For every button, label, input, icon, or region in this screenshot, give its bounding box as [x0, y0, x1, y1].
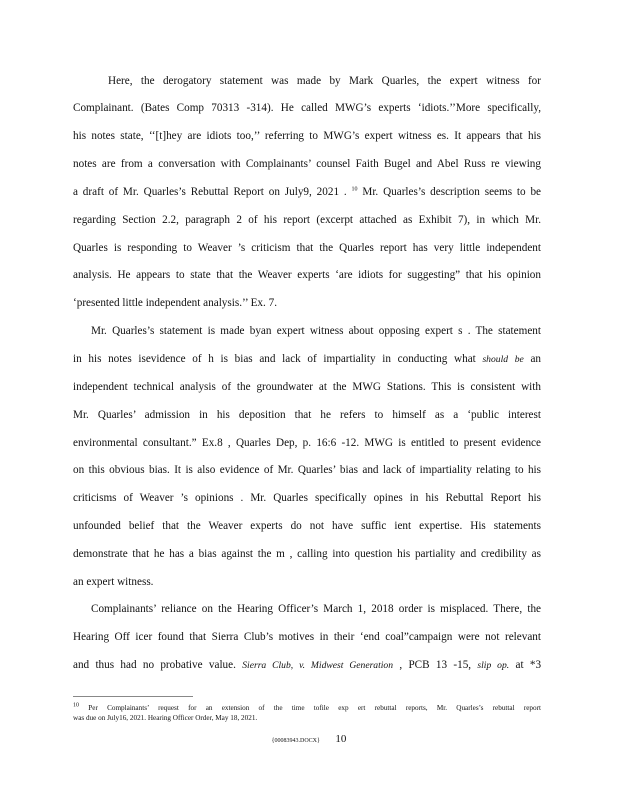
body-line: Complainant. (Bates Comp 70313 -314). He called MWG’s experts ‘idiots.’’More specifically,: [73, 102, 541, 114]
case-citation: slip op.: [477, 660, 510, 671]
emphasis-text: be: [514, 354, 524, 365]
body-text: an: [530, 353, 542, 365]
body-line: Here, the derogatory statement was made by Mark Quarles, the expert witness for: [108, 75, 541, 87]
body-text: at *3: [515, 659, 542, 671]
body-line: on this obvious bias. It is also evidence of Mr. Quarles’ bias and lack of impartiality relating to his: [73, 464, 541, 476]
body-line: Mr. Quarles’s statement is made byan expert witness about opposing expert s . The statement: [91, 325, 541, 337]
footnote-line: [73, 703, 541, 713]
emphasis-text: should: [482, 354, 509, 365]
case-citation: Sierra Club, v. Midwest Generation: [242, 660, 394, 671]
body-line: [73, 352, 541, 367]
body-line: an expert witness.: [73, 576, 154, 588]
document-id: {00083943.DOCX}: [271, 738, 320, 744]
body-text: and thus had no probative value.: [73, 659, 236, 671]
page-footer: [0, 733, 618, 745]
footnote-text: Per Complainants’ request for an extension of the time tofile exp ert rebuttal reports, Mr. Quarles’s rebuttal report: [88, 704, 542, 712]
body-line: analysis. He appears to state that the Weaver experts ‘are idiots for suggesting” that his opinion: [73, 269, 541, 281]
body-line: Mr. Quarles’ admission in his deposition that he refers to himself as a ‘public interest: [73, 409, 541, 421]
footnote-line: was due on July16, 2021. Hearing Officer Order, May 18, 2021.: [73, 714, 258, 722]
body-line: unfounded belief that the Weaver experts do not have suffic ient expertise. His statements: [73, 520, 541, 532]
body-line: ‘presented little independent analysis.’’ Ex. 7.: [73, 297, 278, 309]
footnote-reference: 10: [351, 186, 358, 193]
body-line: notes are from a conversation with Complainants’ counsel Faith Bugel and Abel Russ re viewing: [73, 158, 541, 170]
body-text: , PCB 13 -15,: [399, 659, 472, 671]
body-line: [73, 658, 541, 673]
footnote-number: 10: [73, 702, 79, 709]
body-line: [73, 185, 541, 199]
body-text: a draft of Mr. Quarles’s Rebuttal Report on July9, 2021 .: [73, 186, 347, 198]
page-number: 10: [335, 733, 347, 745]
footnote-divider: [73, 696, 193, 697]
body-line: regarding Section 2.2, paragraph 2 of his report (excerpt attached as Exhibit 7), in which Mr.: [73, 214, 541, 226]
body-line: Quarles is responding to Weaver ’s criticism that the Quarles report has very little independent: [73, 242, 541, 254]
body-line: Hearing Off icer found that Sierra Club’s motives in their ‘end coal”campaign were not relevant: [73, 631, 541, 643]
body-line: criticisms of Weaver ’s opinions . Mr. Quarles specifically opines in his Rebuttal Report his: [73, 492, 541, 504]
body-line: Complainants’ reliance on the Hearing Officer’s March 1, 2018 order is misplaced. There, the: [91, 603, 541, 615]
body-line: environmental consultant.” Ex.8 , Quarles Dep, p. 16:6 -12. MWG is entitled to present evidence: [73, 437, 541, 449]
body-text: in his notes isevidence of h is bias and lack of impartiality in conducting what: [73, 353, 476, 365]
body-line: demonstrate that he has a bias against the m , calling into question his partiality and credibility as: [73, 548, 541, 560]
body-text: Mr. Quarles’s description seems to be: [362, 186, 542, 198]
body-line: his notes state, ‘‘[t]hey are idiots too,’’ referring to MWG’s expert witness es. It appears that his: [73, 130, 541, 142]
body-line: independent technical analysis of the groundwater at the MWG Stations. This is consistent with: [73, 381, 541, 393]
